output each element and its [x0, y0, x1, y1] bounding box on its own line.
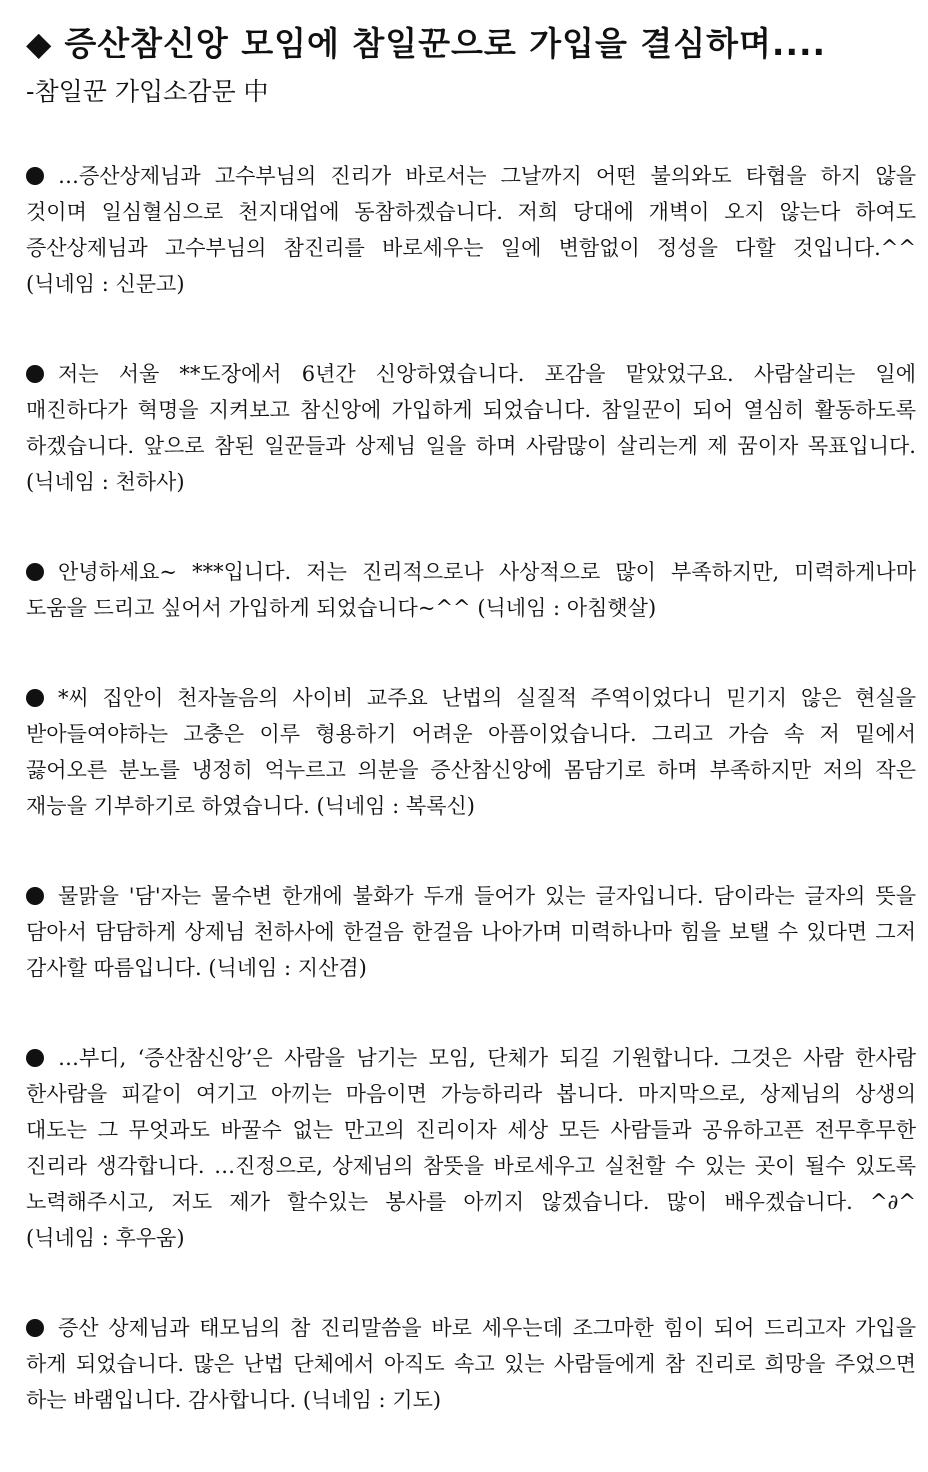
- document-subtitle: -참일꾼 가입소감문 中: [26, 77, 269, 106]
- circle-bullet-icon: [26, 1049, 44, 1067]
- testimonial-nickname: (닉네임 : 아침햇살): [477, 596, 657, 620]
- testimonial-nickname: (닉네임 : 지산겸): [208, 956, 367, 980]
- testimonial-nickname: (닉네임 : 기도): [302, 1388, 442, 1412]
- document-title: [26, 0, 916, 66]
- circle-bullet-icon: [26, 1319, 44, 1337]
- document-title-text: 증산참신앙 모임에 참일꾼으로 가입을 결심하며....: [64, 24, 827, 63]
- testimonial-list: [26, 158, 916, 1418]
- testimonial-entry: [26, 680, 916, 824]
- testimonial-text: 물맑을 '담'자는 물수변 한개에 불화가 두개 들어가 있는 글자입니다. 담이라는 글자의 뜻을 담아서 담담하게 상제님 천하사에 한걸음 한걸음 나아가며 미력하나마 힘을 보탤 수 있다면 그저 감사할 따름입니다.: [26, 884, 916, 980]
- testimonial-entry: [26, 158, 916, 302]
- testimonial-nickname: (닉네임 : 후우움): [26, 1226, 185, 1250]
- testimonial-text: 저는 서울 **도장에서 6년간 신앙하였습니다. 포감을 맡았었구요. 사람살리는 일에 매진하다가 혁명을 지켜보고 참신앙에 가입하게 되었습니다. 참일꾼이 되어 열심히 활동하도록 하겠습니다. 앞으로 참된 일꾼들과 상제님 일을 하며 사람많이 살리는게 제 꿈이자 목표입니다.: [26, 362, 916, 458]
- circle-bullet-icon: [26, 167, 44, 185]
- testimonial-nickname: (닉네임 : 천하사): [26, 470, 185, 494]
- circle-bullet-icon: [26, 563, 44, 581]
- testimonial-text: 안녕하세요~ ***입니다. 저는 진리적으로나 사상적으로 많이 부족하지만, 미력하게나마 도움을 드리고 싶어서 가입하게 되었습니다~^^: [26, 560, 916, 620]
- testimonial-entry: [26, 356, 916, 500]
- diamond-bullet-icon: ◆: [26, 24, 53, 63]
- testimonial-nickname: (닉네임 : 신문고): [26, 272, 185, 296]
- testimonial-entry: [26, 1040, 916, 1256]
- testimonial-entry: [26, 1310, 916, 1418]
- testimonial-text: …부디, ‘증산참신앙’은 사람을 남기는 모임, 단체가 되길 기원합니다. 그것은 사람 한사람 한사람을 피같이 여기고 아끼는 마음이면 가능하리라 봅니다. 마지막으로, 상제님의 상생의 대도는 그 무엇과도 바꿀수 없는 만고의 진리이자 세상 모든 사람들과 공유하고픈 전무후무한 진리라 생각합니다. …진정으로, 상제님의 참뜻을 바로세우고 실천할 수 있는 곳이 될수 있도록 노력해주시고, 저도 제가 할수있는 봉사를 아끼지 않겠습니다. 많이 배우겠습니다. ^∂^: [26, 1046, 916, 1214]
- circle-bullet-icon: [26, 689, 44, 707]
- document-page: [26, 0, 916, 1472]
- testimonial-text: *씨 집안이 천자놀음의 사이비 교주요 난법의 실질적 주역이었다니 믿기지 않은 현실을 받아들여야하는 고충은 이루 형용하기 어려운 아픔이었습니다. 그리고 가슴 속 저 밑에서 끓어오른 분노를 냉정히 억누르고 의분을 증산참신앙에 몸담기로 하며 부족하지만 저의 작은 재능을 기부하기로 하였습니다.: [26, 686, 916, 818]
- testimonial-text: 증산 상제님과 태모님의 참 진리말씀을 바로 세우는데 조그마한 힘이 되어 드리고자 가입을 하게 되었습니다. 많은 난법 단체에서 아직도 속고 있는 사람들에게 참 진리로 희망을 주었으면 하는 바램입니다. 감사합니다.: [26, 1316, 916, 1412]
- circle-bullet-icon: [26, 365, 44, 383]
- testimonial-nickname: (닉네임 : 복록신): [316, 794, 475, 818]
- circle-bullet-icon: [26, 887, 44, 905]
- testimonial-entry: [26, 554, 916, 626]
- testimonial-entry: [26, 878, 916, 986]
- testimonial-text: …증산상제님과 고수부님의 진리가 바로서는 그날까지 어떤 불의와도 타협을 하지 않을 것이며 일심혈심으로 천지대업에 동참하겠습니다. 저희 당대에 개벽이 오지 않는다 하여도 증산상제님과 고수부님의 참진리를 바로세우는 일에 변함없이 정성을 다할 것입니다.^^: [26, 164, 916, 260]
